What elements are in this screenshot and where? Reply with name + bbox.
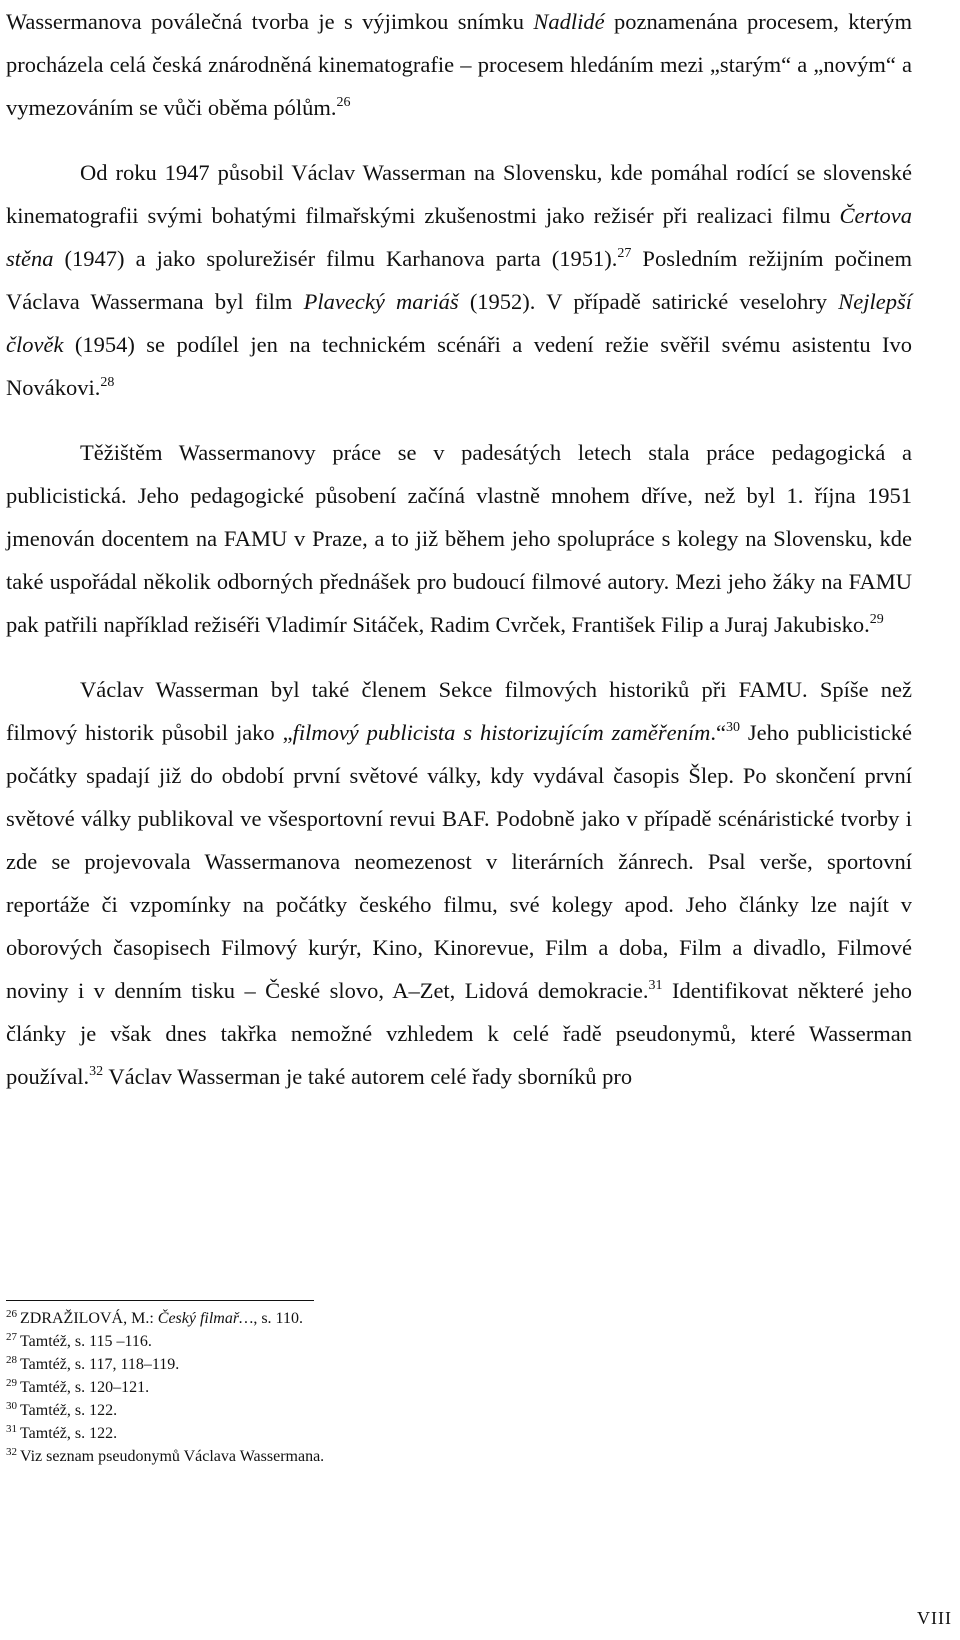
text-run: ZDRAŽILOVÁ, M.:: [20, 1310, 158, 1327]
text-run: Identifikovat některé jeho články je však dnes takřka nemožné vzhledem k celé řadě pseudonymů, které Wasserman používal.: [6, 978, 913, 1089]
text-run: Jeho publicistické počátky spadají již do období první světové války, kdy vydával časopis Šlep. Po skončení první světové války publikoval ve všesportovní revui BAF. Podobně jako v případě scénáristické tvorby i zde se projevovala Wassermanova neomezenost v literárních žánrech. Psal verše, sportovní reportáže či vzpomínky na počátky českého filmu, své kolegy apod. Jeho články lze najít v oborových časopisech Filmový kurýr, Kino, Kinorevue, Film a doba, Film a divadlo, Filmové noviny i v denním tisku – České slovo, A–Zet, Lidová demokracie.: [6, 720, 913, 1003]
italic-text: Český filmař…: [157, 1310, 254, 1327]
text-run: Tamtéž, s. 122.: [20, 1402, 118, 1419]
text-run: Tamtéž, s. 120–121.: [20, 1379, 150, 1396]
footnote-reference: 29: [869, 612, 884, 627]
paragraph: [6, 431, 912, 646]
footnote-number: 26: [6, 1308, 17, 1320]
text-run: , s. 110.: [253, 1310, 303, 1327]
footnote: [6, 1376, 912, 1399]
italic-text: Nejlepší člověk: [6, 289, 912, 357]
footnote-reference: 28: [100, 375, 115, 390]
text-run: Tamtéž, s. 115 –116.: [20, 1333, 152, 1350]
italic-text: Nadlidé: [533, 9, 605, 34]
footnotes-section: [6, 1300, 912, 1468]
footnote-reference: 26: [336, 95, 351, 110]
text-run: (1952). V případě satirické veselohry: [458, 289, 839, 314]
italic-text: Plavecký mariáš: [303, 289, 459, 314]
text-run: Tamtéž, s. 117, 118–119.: [20, 1356, 180, 1373]
footnote: [6, 1330, 912, 1353]
text-run: Od roku 1947 působil Václav Wasserman na Slovensku, kde pomáhal rodící se slovenské kinematografii svými bohatými filmařskými zkušenostmi jako režisér při realizaci filmu: [6, 160, 912, 228]
text-run: Posledním režijním počinem Václava Wassermana byl film: [6, 246, 912, 314]
footnote-number: 27: [6, 1331, 17, 1343]
text-run: Wassermanova poválečná tvorba je s výjimkou snímku: [6, 9, 534, 34]
italic-text: Čertova stěna: [6, 203, 912, 271]
text-run: Tamtéž, s. 122.: [20, 1425, 118, 1442]
text-run: poznamenána procesem, kterým procházela celá česká znárodněná kinematografie – procesem hledáním mezi „starým“ a „novým“ a vymezováním se vůči oběma pólům.: [6, 9, 912, 120]
footnote-number: 31: [6, 1423, 17, 1435]
footnote-number: 30: [6, 1400, 17, 1412]
text-run: (1947) a jako spolurežisér filmu Karhanova parta (1951).: [53, 246, 618, 271]
paragraph: [6, 668, 912, 1098]
text-run: Těžištěm Wassermanovy práce se v padesátých letech stala práce pedagogická a publicistická. Jeho pedagogické působení začíná vlastně mnohem dříve, než byl 1. října 1951 jmenován docentem na FAMU v Praze, a to již během jeho spolupráce s kolegy na Slovensku, kde také uspořádal několik odborných přednášek pro budoucí filmové autory. Mezi jeho žáky na FAMU pak patřili například režiséři Vladimír Sitáček, Radim Cvrček, František Filip a Juraj Jakubisko.: [6, 440, 912, 637]
footnote-number: 32: [6, 1446, 17, 1458]
text-run: Václav Wasserman je také autorem celé řady sborníků pro: [103, 1064, 633, 1089]
text-run: .“: [710, 720, 726, 745]
footnote-number: 28: [6, 1354, 17, 1366]
body-text: [6, 0, 912, 1120]
text-run: Václav Wasserman byl také členem Sekce filmových historiků při FAMU. Spíše než filmový historik působil jako „: [6, 677, 912, 745]
paragraph: [6, 0, 912, 129]
text-run: Viz seznam pseudonymů Václava Wassermana.: [20, 1448, 325, 1465]
footnote-reference: 31: [648, 978, 663, 993]
paragraph: [6, 151, 912, 409]
footnote-separator: [6, 1300, 314, 1301]
footnote-list: [6, 1307, 912, 1468]
footnote: [6, 1422, 912, 1445]
footnote: [6, 1307, 912, 1330]
footnote-reference: 27: [617, 246, 632, 261]
footnote: [6, 1445, 912, 1468]
text-run: (1954) se podílel jen na technickém scénáři a vedení režie svěřil svému asistentu Ivo Novákovi.: [6, 332, 912, 400]
footnote: [6, 1353, 912, 1376]
footnote-reference: 32: [89, 1064, 104, 1079]
footnote-reference: 30: [726, 720, 740, 735]
italic-text: filmový publicista s historizujícím zaměřením: [292, 720, 711, 745]
footnote-number: 29: [6, 1377, 17, 1389]
footnote: [6, 1399, 912, 1422]
page-number: VIII: [917, 1608, 952, 1628]
